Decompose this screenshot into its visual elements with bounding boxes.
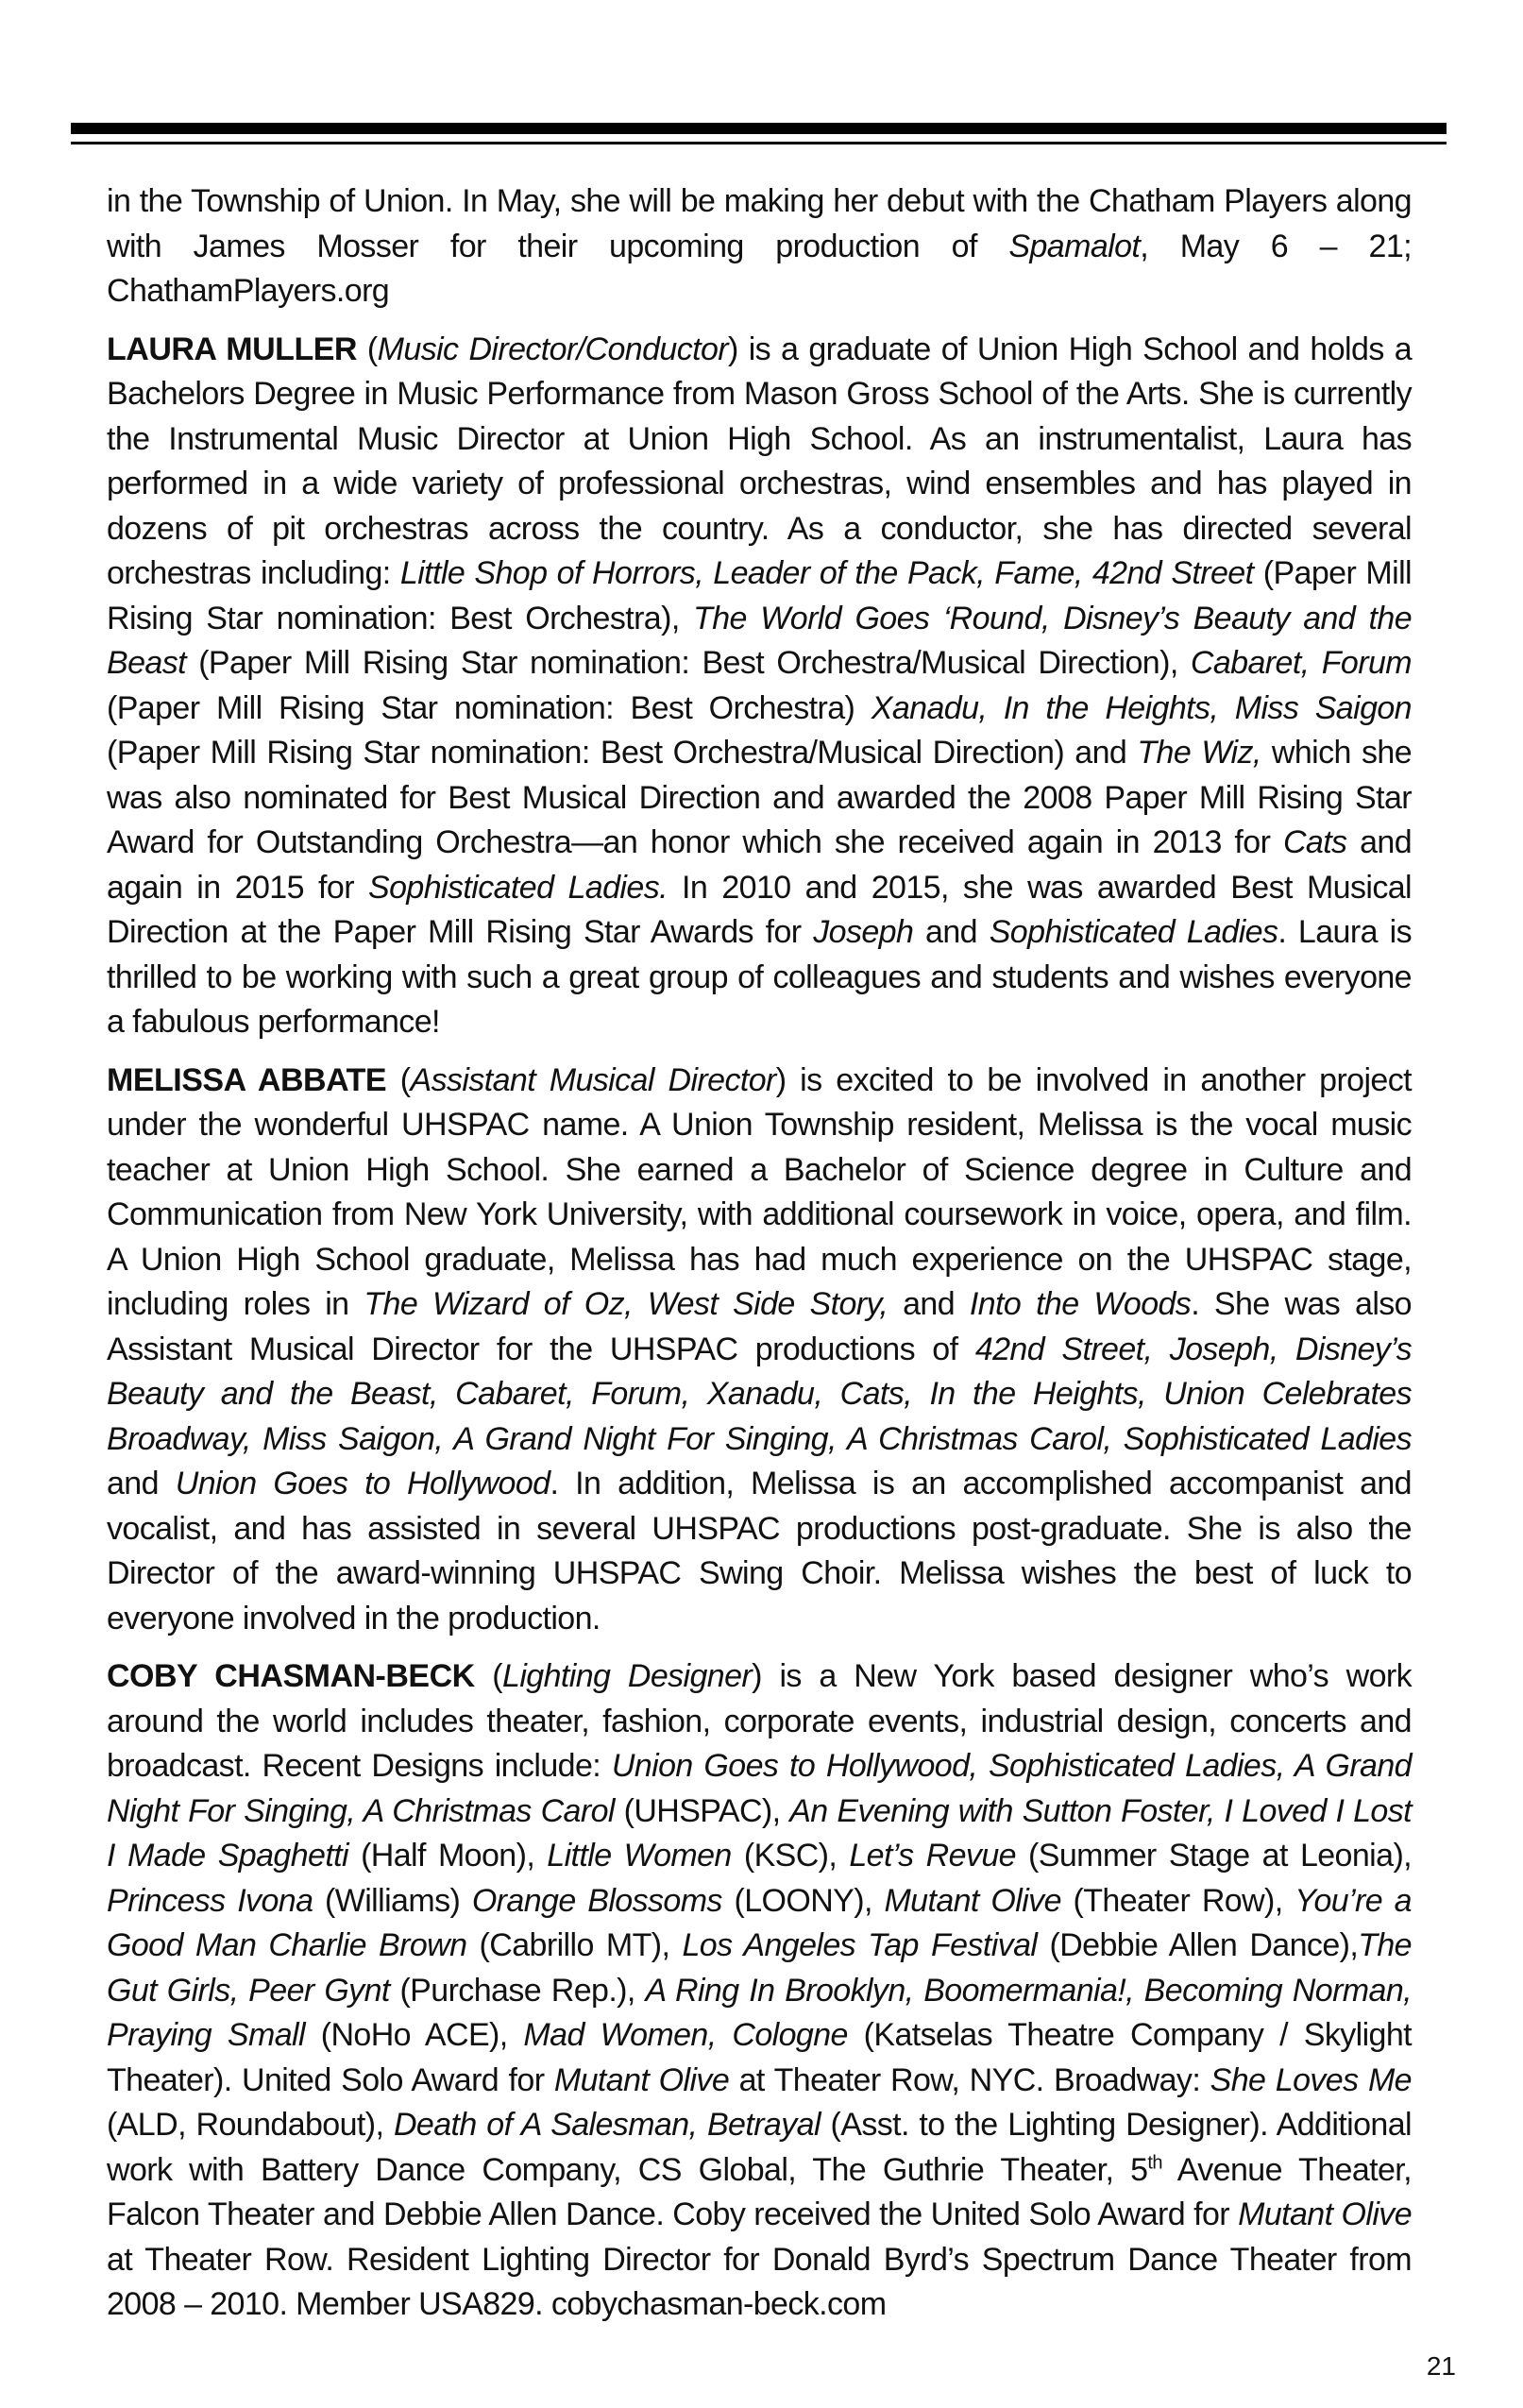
bio-text: and <box>888 1286 970 1322</box>
production-title: Xanadu, In the Heights, Miss Saigon <box>871 689 1412 726</box>
bio-text: (NoHo ACE), <box>304 2017 524 2053</box>
production-title: Spamalot <box>1008 228 1141 264</box>
header-rule-thick <box>71 123 1447 134</box>
production-title: The Wiz, <box>1137 735 1261 771</box>
bio-text: (Debbie Allen Dance), <box>1037 1927 1359 1963</box>
bio-text: ( <box>386 1061 411 1098</box>
production-title: 42nd Street, Joseph, Disney’s Beauty and the Beast, Cabaret, Forum, Xanadu, Cats, In the Heights, Union Celebrates Broadway, Miss Saigon, A Grand Night For Singing, A Christmas Carol, Sophisticated Ladies <box>107 1331 1412 1457</box>
production-title: An Evening with Sutton Foster, I Loved I Lost I Made Spaghetti <box>107 1792 1412 1874</box>
production-title: Mad Women, Cologne <box>523 2017 848 2053</box>
page-number: 21 <box>1426 2351 1456 2381</box>
production-title: The World Goes ‘Round, Disney’s Beauty and the Beast <box>107 600 1413 681</box>
bio-text: (Paper Mill Rising Star nomination: Best Orchestra/Musical Direction), <box>185 645 1191 681</box>
bio-text: (Purchase Rep.), <box>389 1972 646 2009</box>
production-title: You’re a Good Man Charlie Brown <box>107 1882 1412 1963</box>
production-title: Los Angeles Tap Festival <box>682 1927 1038 1963</box>
ordinal-suffix: th <box>1147 2152 1162 2174</box>
bio-text: (Katselas Theatre Company / Skylight Theater). United Solo Award for <box>107 2017 1413 2098</box>
bio-coby-chasman-beck <box>107 1654 1412 2328</box>
bio-text: which she was also nominated for Best Musical Direction and awarded the 2008 Paper Mill Rising Star Award for Outstanding Orchestra—an honor which she received again in 2013 for <box>107 735 1412 860</box>
bio-name: COBY CHASMAN-BECK <box>107 1658 475 1694</box>
bio-text: , May 6 – 21; ChathamPlayers.org <box>107 228 1412 309</box>
bio-text: (Paper Mill Rising Star nomination: Best Orchestra/Musical Direction) and <box>107 735 1138 771</box>
bio-text: ( <box>474 1658 503 1694</box>
bio-text: and again in 2015 for <box>107 824 1413 906</box>
bio-name: LAURA MULLER <box>107 331 357 367</box>
production-title: Lighting Designer <box>502 1658 753 1694</box>
production-title: A Ring In Brooklyn, Boomermania!, Becoming Norman, Praying Small <box>107 1972 1412 2053</box>
production-title: Little Women <box>547 1838 732 1874</box>
production-title: Cats <box>1282 824 1347 860</box>
bio-text: (Paper Mill Rising Star nomination: Best Orchestra), <box>107 555 1413 636</box>
bio-text: (Theater Row), <box>1060 1882 1295 1919</box>
bio-text: (ALD, Roundabout), <box>107 2107 394 2143</box>
production-title: Mutant Olive <box>553 2061 730 2098</box>
production-title: Music Director/Conductor <box>377 331 728 367</box>
bio-text: . Laura is thrilled to be working with such a great group of colleagues and students and wishes everyone a fabulous performance! <box>107 914 1412 1040</box>
header-rule-thin <box>71 142 1447 144</box>
bio-text: Avenue Theater, Falcon Theater and Debbie Allen Dance. Coby received the United Solo Award for <box>107 2151 1412 2232</box>
bio-text: (Summer Stage at Leonia), <box>1015 1838 1413 1874</box>
bio-text: (Paper Mill Rising Star nomination: Best Orchestra) <box>107 689 871 726</box>
bio-text: ) is a New York based designer who’s work around the world includes theater, fashion, corporate events, industrial design, concerts and broadcast. Recent Designs include: <box>107 1658 1412 1784</box>
bio-text: (Asst. to the Lighting Designer). Additional work with Battery Dance Company, CS Global, The Guthrie Theater, 5 <box>107 2107 1412 2188</box>
production-title: Let’s Revue <box>849 1838 1016 1874</box>
bio-laura-muller <box>107 328 1412 1045</box>
production-title: Sophisticated Ladies <box>989 914 1278 950</box>
production-title: Princess Ivona <box>107 1882 313 1919</box>
production-title: Orange Blossoms <box>471 1882 722 1919</box>
production-title: Union Goes to Hollywood, Sophisticated Ladies, A Grand Night For Singing, A Christmas Carol <box>107 1748 1412 1829</box>
bio-column <box>107 179 1412 2341</box>
bio-text: (UHSPAC), <box>614 1792 790 1829</box>
bio-text: (KSC), <box>731 1838 850 1874</box>
bio-text: . In addition, Melissa is an accomplished accompanist and vocalist, and has assisted in several UHSPAC productions post-graduate. She is also the Director of the award-winning UHSPAC Swing Choir. Melissa wishes the best of luck to everyone involved in the production. <box>107 1466 1412 1636</box>
production-title: The Gut Girls, Peer Gynt <box>107 1927 1412 2009</box>
bio-text: ) is excited to be involved in another project under the wonderful UHSPAC name. A Union Township resident, Melissa is the vocal music teacher at Union High School. She earned a Bachelor of Science degree in Culture and Communication from New York University, with additional coursework in voice, opera, and film. A Union High School graduate, Melissa has had much experience on the UHSPAC stage, including roles in <box>107 1061 1412 1322</box>
bio-text: In 2010 and 2015, she was awarded Best Musical Direction at the Paper Mill Rising Star Awards for <box>107 869 1412 950</box>
production-title: Death of A Salesman, Betrayal <box>393 2107 821 2143</box>
bio-text: (Williams) <box>313 1882 472 1919</box>
production-title: Cabaret, Forum <box>1190 645 1412 681</box>
production-title: The Wizard of Oz, West Side Story, <box>364 1286 888 1322</box>
bio-text: (Half Moon), <box>347 1838 548 1874</box>
bio-text: in the Township of Union. In May, she will be making her debut with the Chatham Players along with James Mosser for their upcoming production of <box>107 183 1412 264</box>
production-title: Mutant Olive <box>884 1882 1061 1919</box>
production-title: She Loves Me <box>1210 2061 1412 2098</box>
production-title: Into the Woods <box>969 1286 1192 1322</box>
bio-name: MELISSA ABBATE <box>107 1061 387 1098</box>
production-title: Assistant Musical Director <box>410 1061 776 1098</box>
bio-text: ( <box>356 331 378 367</box>
production-title: Little Shop of Horrors, Leader of the Pack, Fame, 42nd Street <box>399 555 1254 591</box>
bio-text: and <box>107 1466 176 1501</box>
bio-melissa-abbate <box>107 1059 1412 1642</box>
production-title: Union Goes to Hollywood <box>175 1466 550 1501</box>
production-title: Joseph <box>813 914 914 950</box>
bio-text: at Theater Row. Resident Lighting Director for Donald Byrd’s Spectrum Dance Theater from 2008 – 2010. Member USA829. cobychasman-beck.com <box>107 2241 1412 2322</box>
bio-continuation <box>107 179 1412 314</box>
bio-text: (Cabrillo MT), <box>466 1927 683 1963</box>
bio-text: . She was also Assistant Musical Director for the UHSPAC productions of <box>107 1286 1412 1367</box>
production-title: Sophisticated Ladies. <box>368 869 668 906</box>
bio-text: at Theater Row, NYC. Broadway: <box>729 2061 1210 2098</box>
bio-text: (LOONY), <box>721 1882 885 1919</box>
bio-text: and <box>913 914 990 950</box>
production-title: Mutant Olive <box>1238 2196 1413 2232</box>
bio-text: ) is a graduate of Union High School and holds a Bachelors Degree in Music Performance from Mason Gross School of the Arts. She is currently the Instrumental Music Director at Union High School. As an instrumentalist, Laura has performed in a wide variety of professional orchestras, wind ensembles and has played in dozens of pit orchestras across the country. As a conductor, she has directed several orchestras including: <box>107 331 1413 591</box>
